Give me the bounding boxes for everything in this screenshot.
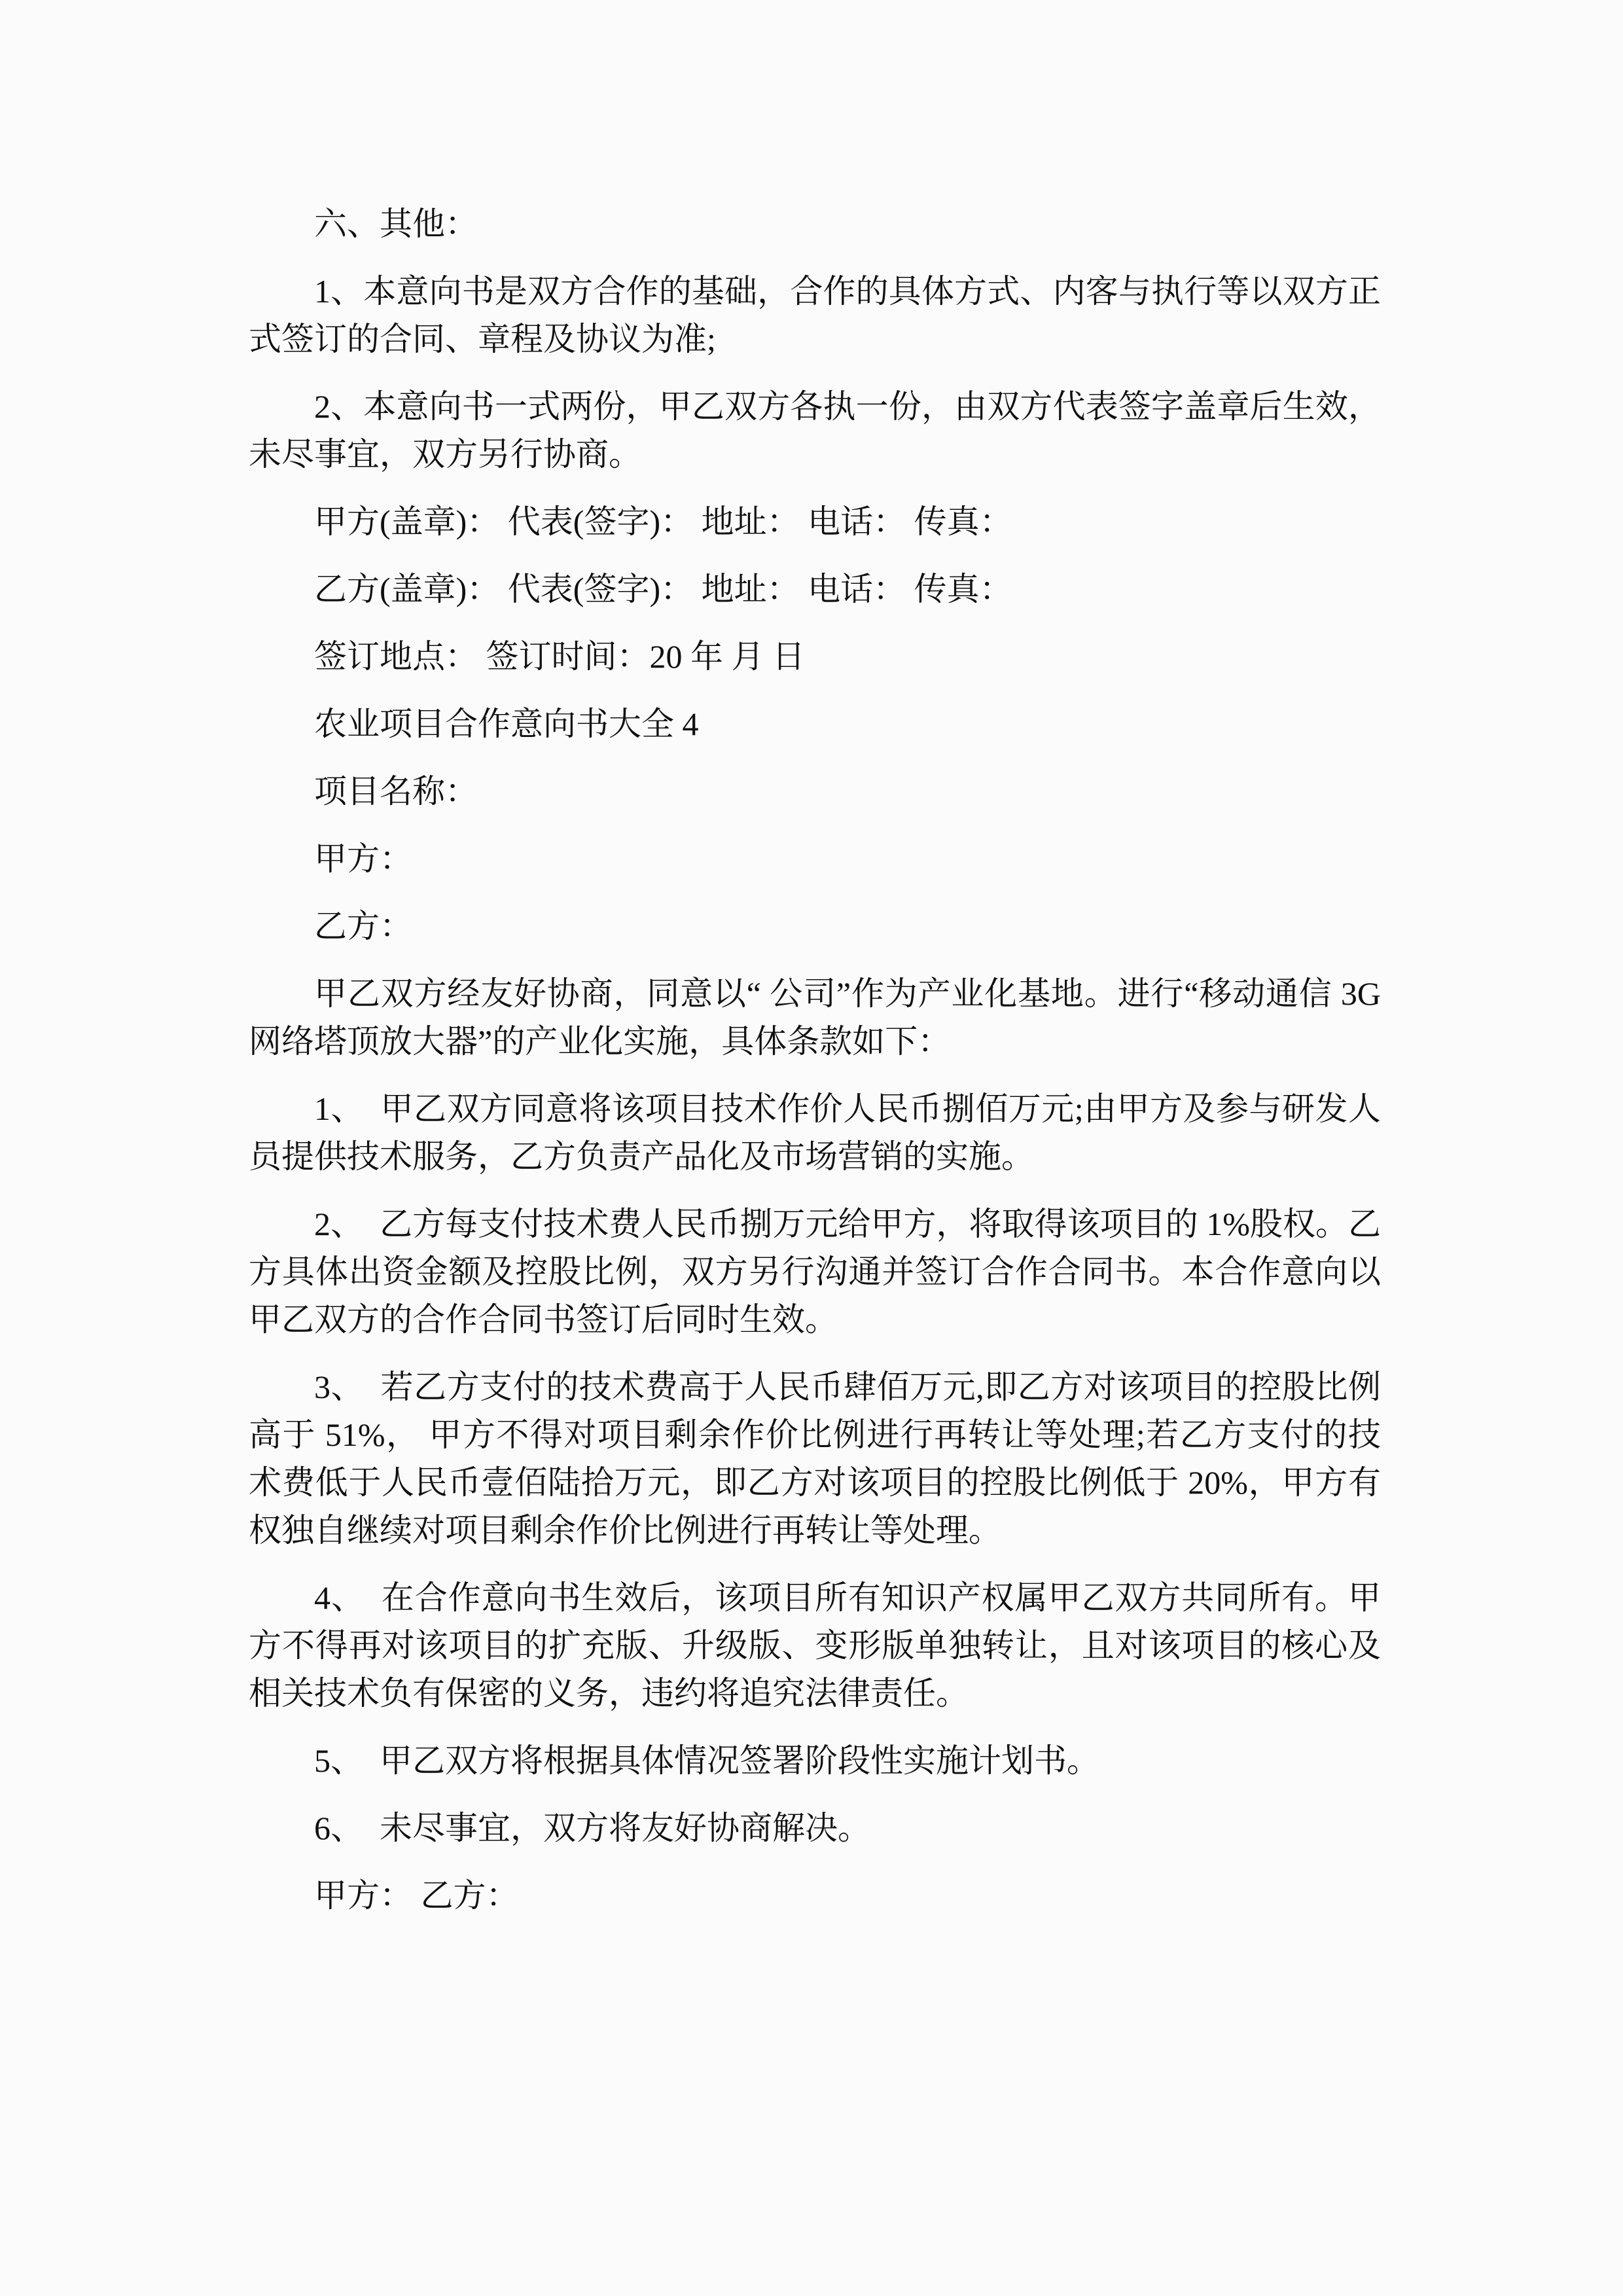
final-parties-line: 甲方： 乙方： [314, 1877, 519, 1914]
party-a-signature-line: 甲方(盖章)： 代表(签字)： 地址： 电话： 传真： [314, 503, 1012, 540]
party-a-line: 甲方： [314, 840, 412, 877]
term-5: 5、 甲乙双方将根据具体情况签署阶段性实施计划书。 [314, 1742, 1099, 1779]
section-heading-other: 六、其他： [314, 206, 478, 242]
party-b-line: 乙方： [314, 908, 412, 944]
preamble-paragraph: 甲乙双方经友好协商，同意以“ 公司”作为产业化基地。进行“移动通信 3G 网络塔顶放大器”的产业化实施，具体条款如下： [249, 975, 1389, 1060]
term-1: 1、 甲乙双方同意将该项目技术作价人民币捌佰万元;由甲方及参与研发人员提供技术服务，乙方负责产品化及市场营销的实施。 [249, 1090, 1381, 1175]
project-name-line: 项目名称： [314, 773, 478, 810]
document-body [249, 200, 1389, 1939]
party-b-signature-line: 乙方(盖章)： 代表(签字)： 地址： 电话： 传真： [314, 571, 1012, 607]
term-3: 3、 若乙方支付的技术费高于人民币肆佰万元,即乙方对该项目的控股比例高于 51%， 甲方不得对项目剩余作价比例进行再转让等处理;若乙方支付的技术费低于人民币壹佰陆拾万元，即乙方对该项目的控股比例低于 20%，甲方有权独自继续对项目剩余作价比例进行再转让等处理。 [249, 1369, 1381, 1549]
clause-other-1: 1、本意向书是双方合作的基础，合作的具体方式、内客与执行等以双方正式签订的合同、章程及协议为准; [249, 273, 1381, 357]
clause-other-2: 2、本意向书一式两份，甲乙双方各执一份，由双方代表签字盖章后生效，未尽事宜，双方另行协商。 [249, 388, 1381, 473]
signing-place-time-line: 签订地点： 签订时间：20 年 月 日 [314, 638, 805, 675]
document-part-title: 农业项目合作意向书大全 4 [314, 706, 699, 742]
term-4: 4、 在合作意向书生效后，该项目所有知识产权属甲乙双方共同所有。甲方不得再对该项目的扩充版、升级版、变形版单独转让，且对该项目的核心及相关技术负有保密的义务，违约将追究法律责任。 [249, 1579, 1381, 1712]
term-2: 2、 乙方每支付技术费人民币捌万元给甲方，将取得该项目的 1%股权。乙方具体出资金额及控股比例，双方另行沟通并签订合作合同书。本合作意向以甲乙双方的合作合同书签订后同时生效。 [249, 1206, 1381, 1338]
term-6: 6、 未尽事宜，双方将友好协商解决。 [314, 1810, 870, 1846]
